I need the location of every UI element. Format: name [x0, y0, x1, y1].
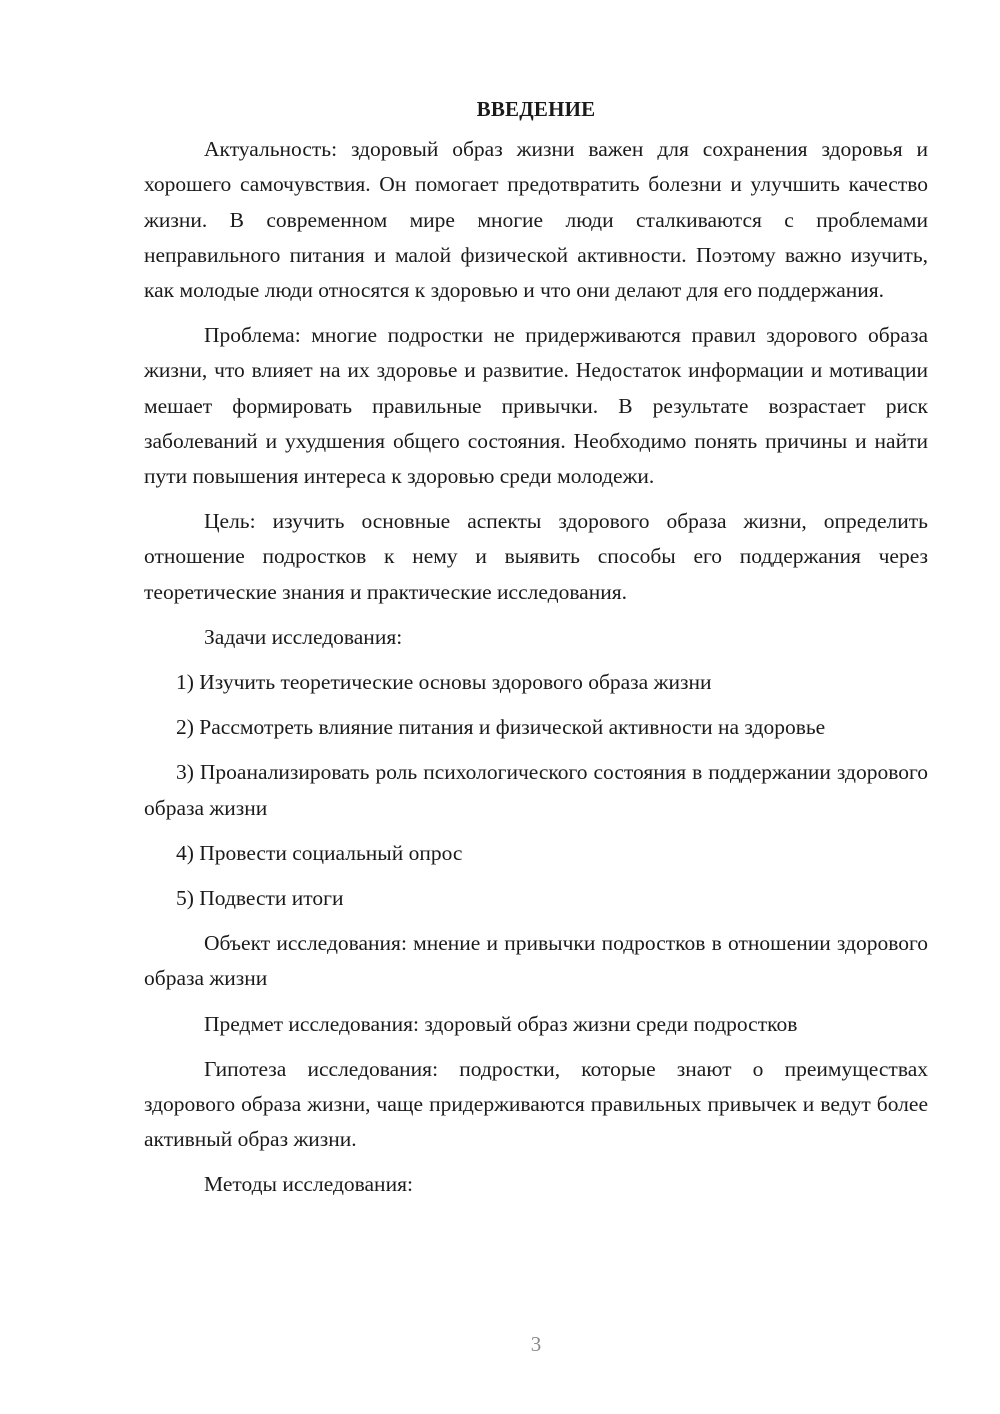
task-item-1: 1) Изучить теоретические основы здорового образа жизни [176, 670, 712, 695]
page-title: ВВЕДЕНИЕ [476, 97, 596, 121]
page-content [144, 92, 928, 1213]
task-item-2: 2) Рассмотреть влияние питания и физической активности на здоровье [176, 715, 826, 740]
paragraph-relevance: Актуальность: здоровый образ жизни важен для сохранения здоровья и хорошего самочувствия. Он помогает предотвратить болезни и улучшить качество жизни. В современном мире многие люди сталкиваются с проблемами неправильного питания и малой физической активности. Поэтому важно изучить, как молодые люди относятся к здоровью и что они делают для его поддержания. [144, 137, 928, 303]
page-number: 3 [530, 1332, 542, 1356]
paragraph-subject: Предмет исследования: здоровый образ жизни среди подростков [204, 1011, 798, 1036]
task-item-3: 3) Проанализировать роль психологического состояния в поддержании здорового образа жизни [144, 760, 928, 820]
paragraph-hypothesis: Гипотеза исследования: подростки, которые знают о преимуществах здорового образа жизни, чаще придерживаются правильных привычек и ведут более активный образ жизни. [144, 1056, 928, 1152]
paragraph-problem: Проблема: многие подростки не придерживаются правил здорового образа жизни, что влияет на их здоровье и развитие. Недостаток информации и мотивации мешает формировать правильные привычки. В результате возрастает риск заболеваний и ухудшения общего состояния. Необходимо понять причины и найти пути повышения интереса к здоровью среди молодежи. [144, 323, 928, 489]
tasks-heading: Задачи исследования: [204, 624, 403, 649]
task-item-5: 5) Подвести итоги [176, 886, 344, 911]
paragraph-goal: Цель: изучить основные аспекты здорового образа жизни, определить отношение подростков к нему и выявить способы его поддержания через теоретические знания и практические исследования. [144, 509, 928, 604]
methods-heading: Методы исследования: [204, 1172, 413, 1197]
paragraph-object: Объект исследования: мнение и привычки подростков в отношении здорового образа жизни [144, 931, 928, 991]
task-item-4: 4) Провести социальный опрос [176, 840, 463, 865]
